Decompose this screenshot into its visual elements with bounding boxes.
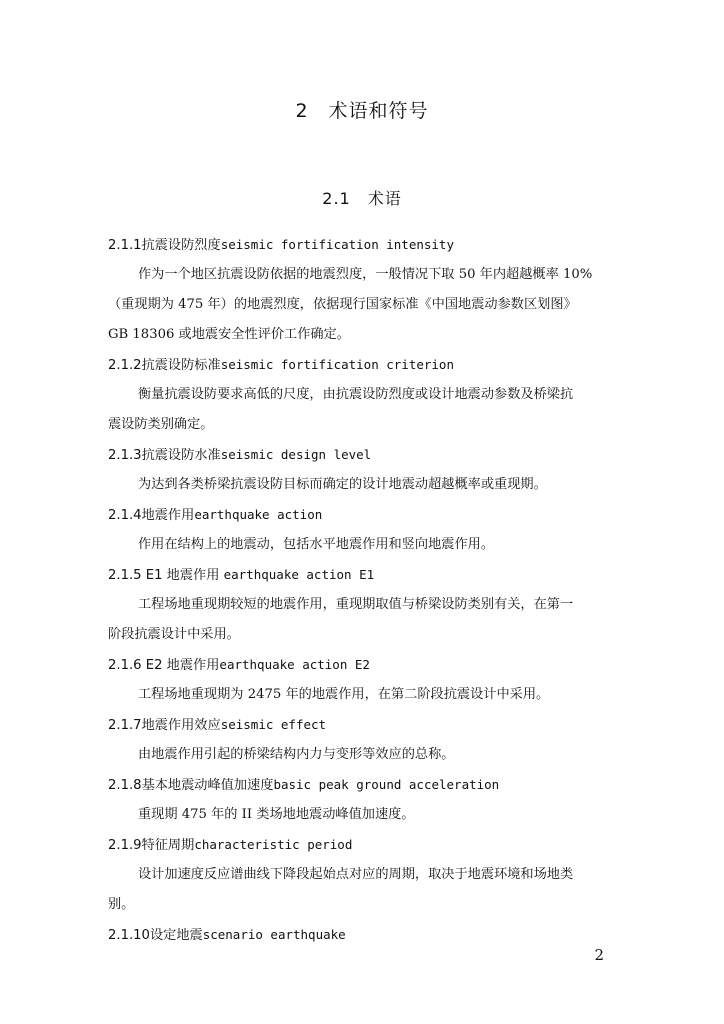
term-heading [108, 230, 618, 260]
term-number: 2.1.1 [108, 238, 142, 253]
term-heading [108, 500, 618, 530]
term-definition-line: 工程场地重现期为 2475 年的地震作用，在第二阶段抗震设计中采用。 [138, 687, 550, 702]
term-chinese-name: 设定地震 [149, 928, 203, 943]
term-english-name: characteristic period [194, 837, 353, 852]
term-definition-line: 别。 [108, 897, 135, 912]
page-number: 2 [594, 946, 604, 964]
chapter-title: 2 术语和符号 [295, 100, 429, 122]
term-english-name: scenario earthquake [202, 927, 346, 942]
term-list [108, 230, 618, 950]
term-english-name: earthquake action E2 [219, 657, 370, 672]
term-definition-line: 工程场地重现期较短的地震作用，重现期取值与桥梁设防类别有关，在第一 [138, 597, 574, 612]
section-title: 2.1 术语 [322, 189, 402, 208]
term-definition-line: 作用在结构上的地震动，包括水平地震作用和竖向地震作用。 [138, 537, 495, 552]
term-heading [108, 440, 618, 470]
term-english-name: earthquake action [194, 507, 323, 522]
term-definition-line: 由地震作用引起的桥梁结构内力与变形等效应的总称。 [138, 747, 455, 762]
term-number: 2.1.6 [108, 658, 142, 673]
term-number: 2.1.8 [108, 778, 142, 793]
term-number: 2.1.5 [108, 568, 142, 583]
term-chinese-name: 特征周期 [141, 838, 195, 853]
term-heading [108, 560, 618, 590]
term-heading [108, 830, 618, 860]
term-heading [108, 350, 618, 380]
term-chinese-name: 抗震设防烈度 [141, 238, 221, 253]
term-chinese-name: 基本地震动峰值加速度 [141, 778, 274, 793]
term-heading [108, 920, 618, 950]
term-english-name: seismic fortification criterion [220, 357, 454, 372]
term-number: 2.1.10 [108, 928, 150, 943]
term-heading [108, 770, 618, 800]
term-definition-line: 震设防类别确定。 [108, 417, 214, 432]
term-english-name: seismic effect [220, 717, 327, 732]
term-chinese-name: 抗震设防标准 [141, 358, 221, 373]
term-number: 2.1.2 [108, 358, 142, 373]
term-english-name: seismic design level [220, 447, 372, 462]
term-definition-line: 阶段抗震设计中采用。 [108, 627, 240, 642]
term-english-name: basic peak ground acceleration [273, 777, 500, 792]
term-heading [108, 710, 618, 740]
term-english-name: earthquake action E1 [223, 567, 375, 582]
term-english-name: seismic fortification intensity [220, 237, 454, 252]
term-chinese-name: 地震作用效应 [141, 718, 221, 733]
term-definition-line: 为达到各类桥梁抗震设防目标而确定的设计地震动超越概率或重现期。 [138, 477, 547, 492]
term-heading [108, 650, 618, 680]
term-number: 2.1.9 [108, 838, 142, 853]
term-definition-line: 作为一个地区抗震设防依据的地震烈度，一般情况下取 50 年内超越概率 10% [138, 267, 593, 282]
term-chinese-name: 地震作用 [141, 508, 195, 523]
term-number: 2.1.7 [108, 718, 142, 733]
term-chinese-name: 抗震设防水准 [141, 448, 221, 463]
term-definition-line: 重现期 475 年的 II 类场地地震动峰值加速度。 [138, 807, 415, 822]
term-number: 2.1.4 [108, 508, 142, 523]
term-definition-line: 设计加速度反应谱曲线下降段起始点对应的周期，取决于地震环境和场地类 [138, 867, 574, 882]
term-definition-line: （重现期为 475 年）的地震烈度，依据现行国家标准《中国地震动参数区划图》 [108, 297, 577, 312]
term-number: 2.1.3 [108, 448, 142, 463]
term-definition-line: GB 18306 或地震安全性评价工作确定。 [108, 327, 350, 342]
term-definition-line: 衡量抗震设防要求高低的尺度，由抗震设防烈度或设计地震动参数及桥梁抗 [138, 387, 574, 402]
term-chinese-name: E1 地震作用 [141, 568, 224, 583]
term-chinese-name: E2 地震作用 [141, 658, 220, 673]
